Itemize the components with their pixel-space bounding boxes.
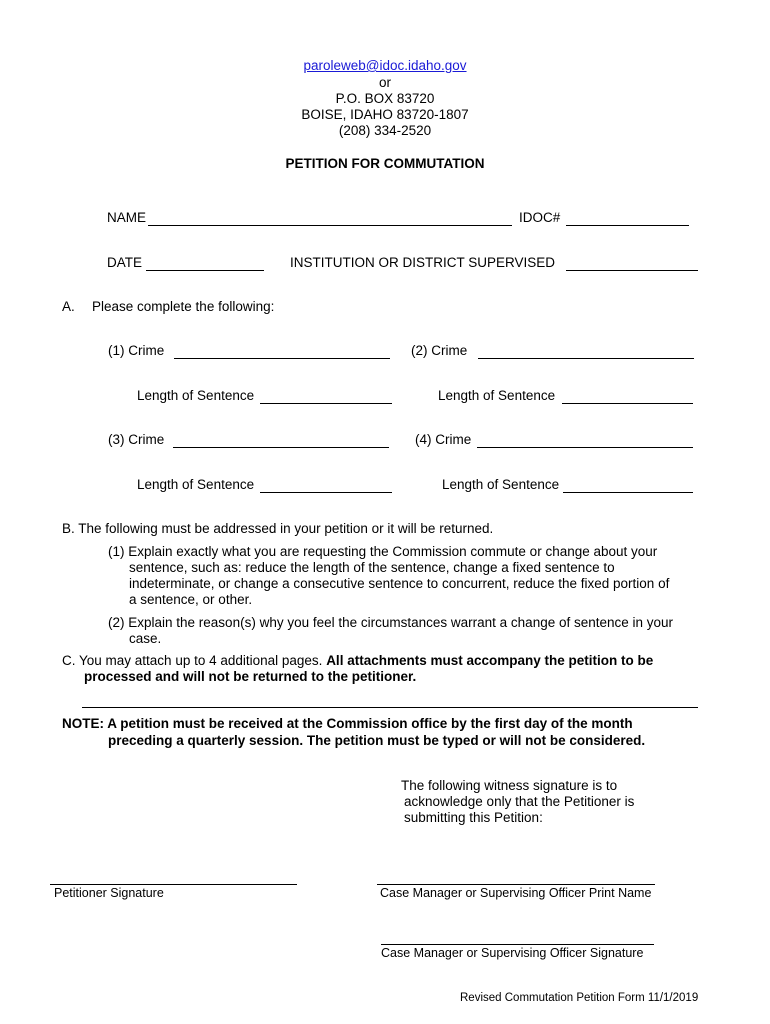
officer-signature-line[interactable] [381,944,654,945]
crime-4-field[interactable] [477,447,693,448]
section-b-item-1-line-1: (1) Explain exactly what you are requesting the Commission commute or change about your [108,544,658,559]
header-po-box: P.O. BOX 83720 [335,91,435,106]
section-b-item-1-line-2: sentence, such as: reduce the length of the sentence, change a fixed sentence to [129,560,615,575]
section-c-prefix: C. You may attach up to 4 additional pages. [62,653,327,668]
contact-email-link[interactable]: paroleweb@idoc.idaho.gov [303,58,467,73]
length-1-label: Length of Sentence [137,388,255,403]
institution-field[interactable] [566,270,698,271]
section-b-item-2-line-1: (2) Explain the reason(s) why you feel the circumstances warrant a change of sentence in your [108,615,674,630]
crime-1-field[interactable] [174,358,390,359]
section-divider [82,707,698,708]
page-title: PETITION FOR COMMUTATION [285,156,485,171]
idoc-field[interactable] [566,225,689,226]
header-city: BOISE, IDAHO 83720-1807 [301,107,469,122]
length-4-field[interactable] [563,492,693,493]
section-a-text: Please complete the following: [92,299,275,314]
length-1-field[interactable] [260,403,392,404]
header-phone: (208) 334-2520 [338,123,432,138]
date-label: DATE [107,255,143,270]
length-3-label: Length of Sentence [137,477,255,492]
note-line-2: preceding a quarterly session. The petition must be typed or will not be considered. [108,733,646,748]
petitioner-signature-line[interactable] [50,884,297,885]
officer-print-name-label: Case Manager or Supervising Officer Print Name [380,886,652,900]
crime-1-label: (1) Crime [108,343,165,358]
length-4-label: Length of Sentence [442,477,560,492]
institution-label: INSTITUTION OR DISTRICT SUPERVISED [290,255,556,270]
witness-line-2: acknowledge only that the Petitioner is [404,794,635,809]
section-b-intro: B. The following must be addressed in your petition or it will be returned. [62,521,494,536]
name-field[interactable] [148,225,512,226]
crime-3-field[interactable] [173,447,389,448]
length-3-field[interactable] [260,492,392,493]
length-2-label: Length of Sentence [438,388,556,403]
header-or: or [378,75,391,90]
section-b-item-2-line-2: case. [129,631,162,646]
length-2-field[interactable] [562,403,693,404]
witness-line-1: The following witness signature is to [401,778,618,793]
contact-email-row [0,58,770,73]
officer-signature-label: Case Manager or Supervising Officer Signature [381,946,644,960]
section-a-marker: A. [62,299,75,314]
crime-2-label: (2) Crime [411,343,468,358]
name-label: NAME [107,210,147,225]
idoc-label: IDOC# [519,210,561,225]
section-c-bold-2: processed and will not be returned to the petitioner. [84,669,417,684]
section-b-item-1-line-3: indeterminate, or change a consecutive sentence to concurrent, reduce the fixed portion of [129,576,670,591]
note-line-1: NOTE: A petition must be received at the Commission office by the first day of the month [62,716,633,731]
witness-line-3: submitting this Petition: [404,810,543,825]
section-b-item-1-line-4: a sentence, or other. [129,592,253,607]
section-c-bold-1: All attachments must accompany the petition to be [326,653,654,668]
section-c-line-1 [62,653,653,668]
crime-4-label: (4) Crime [415,432,472,447]
petitioner-signature-label: Petitioner Signature [54,886,164,900]
crime-2-field[interactable] [478,358,694,359]
footer-revision: Revised Commutation Petition Form 11/1/2019 [460,992,699,1004]
officer-print-name-line[interactable] [377,884,655,885]
crime-3-label: (3) Crime [108,432,165,447]
date-field[interactable] [146,270,264,271]
